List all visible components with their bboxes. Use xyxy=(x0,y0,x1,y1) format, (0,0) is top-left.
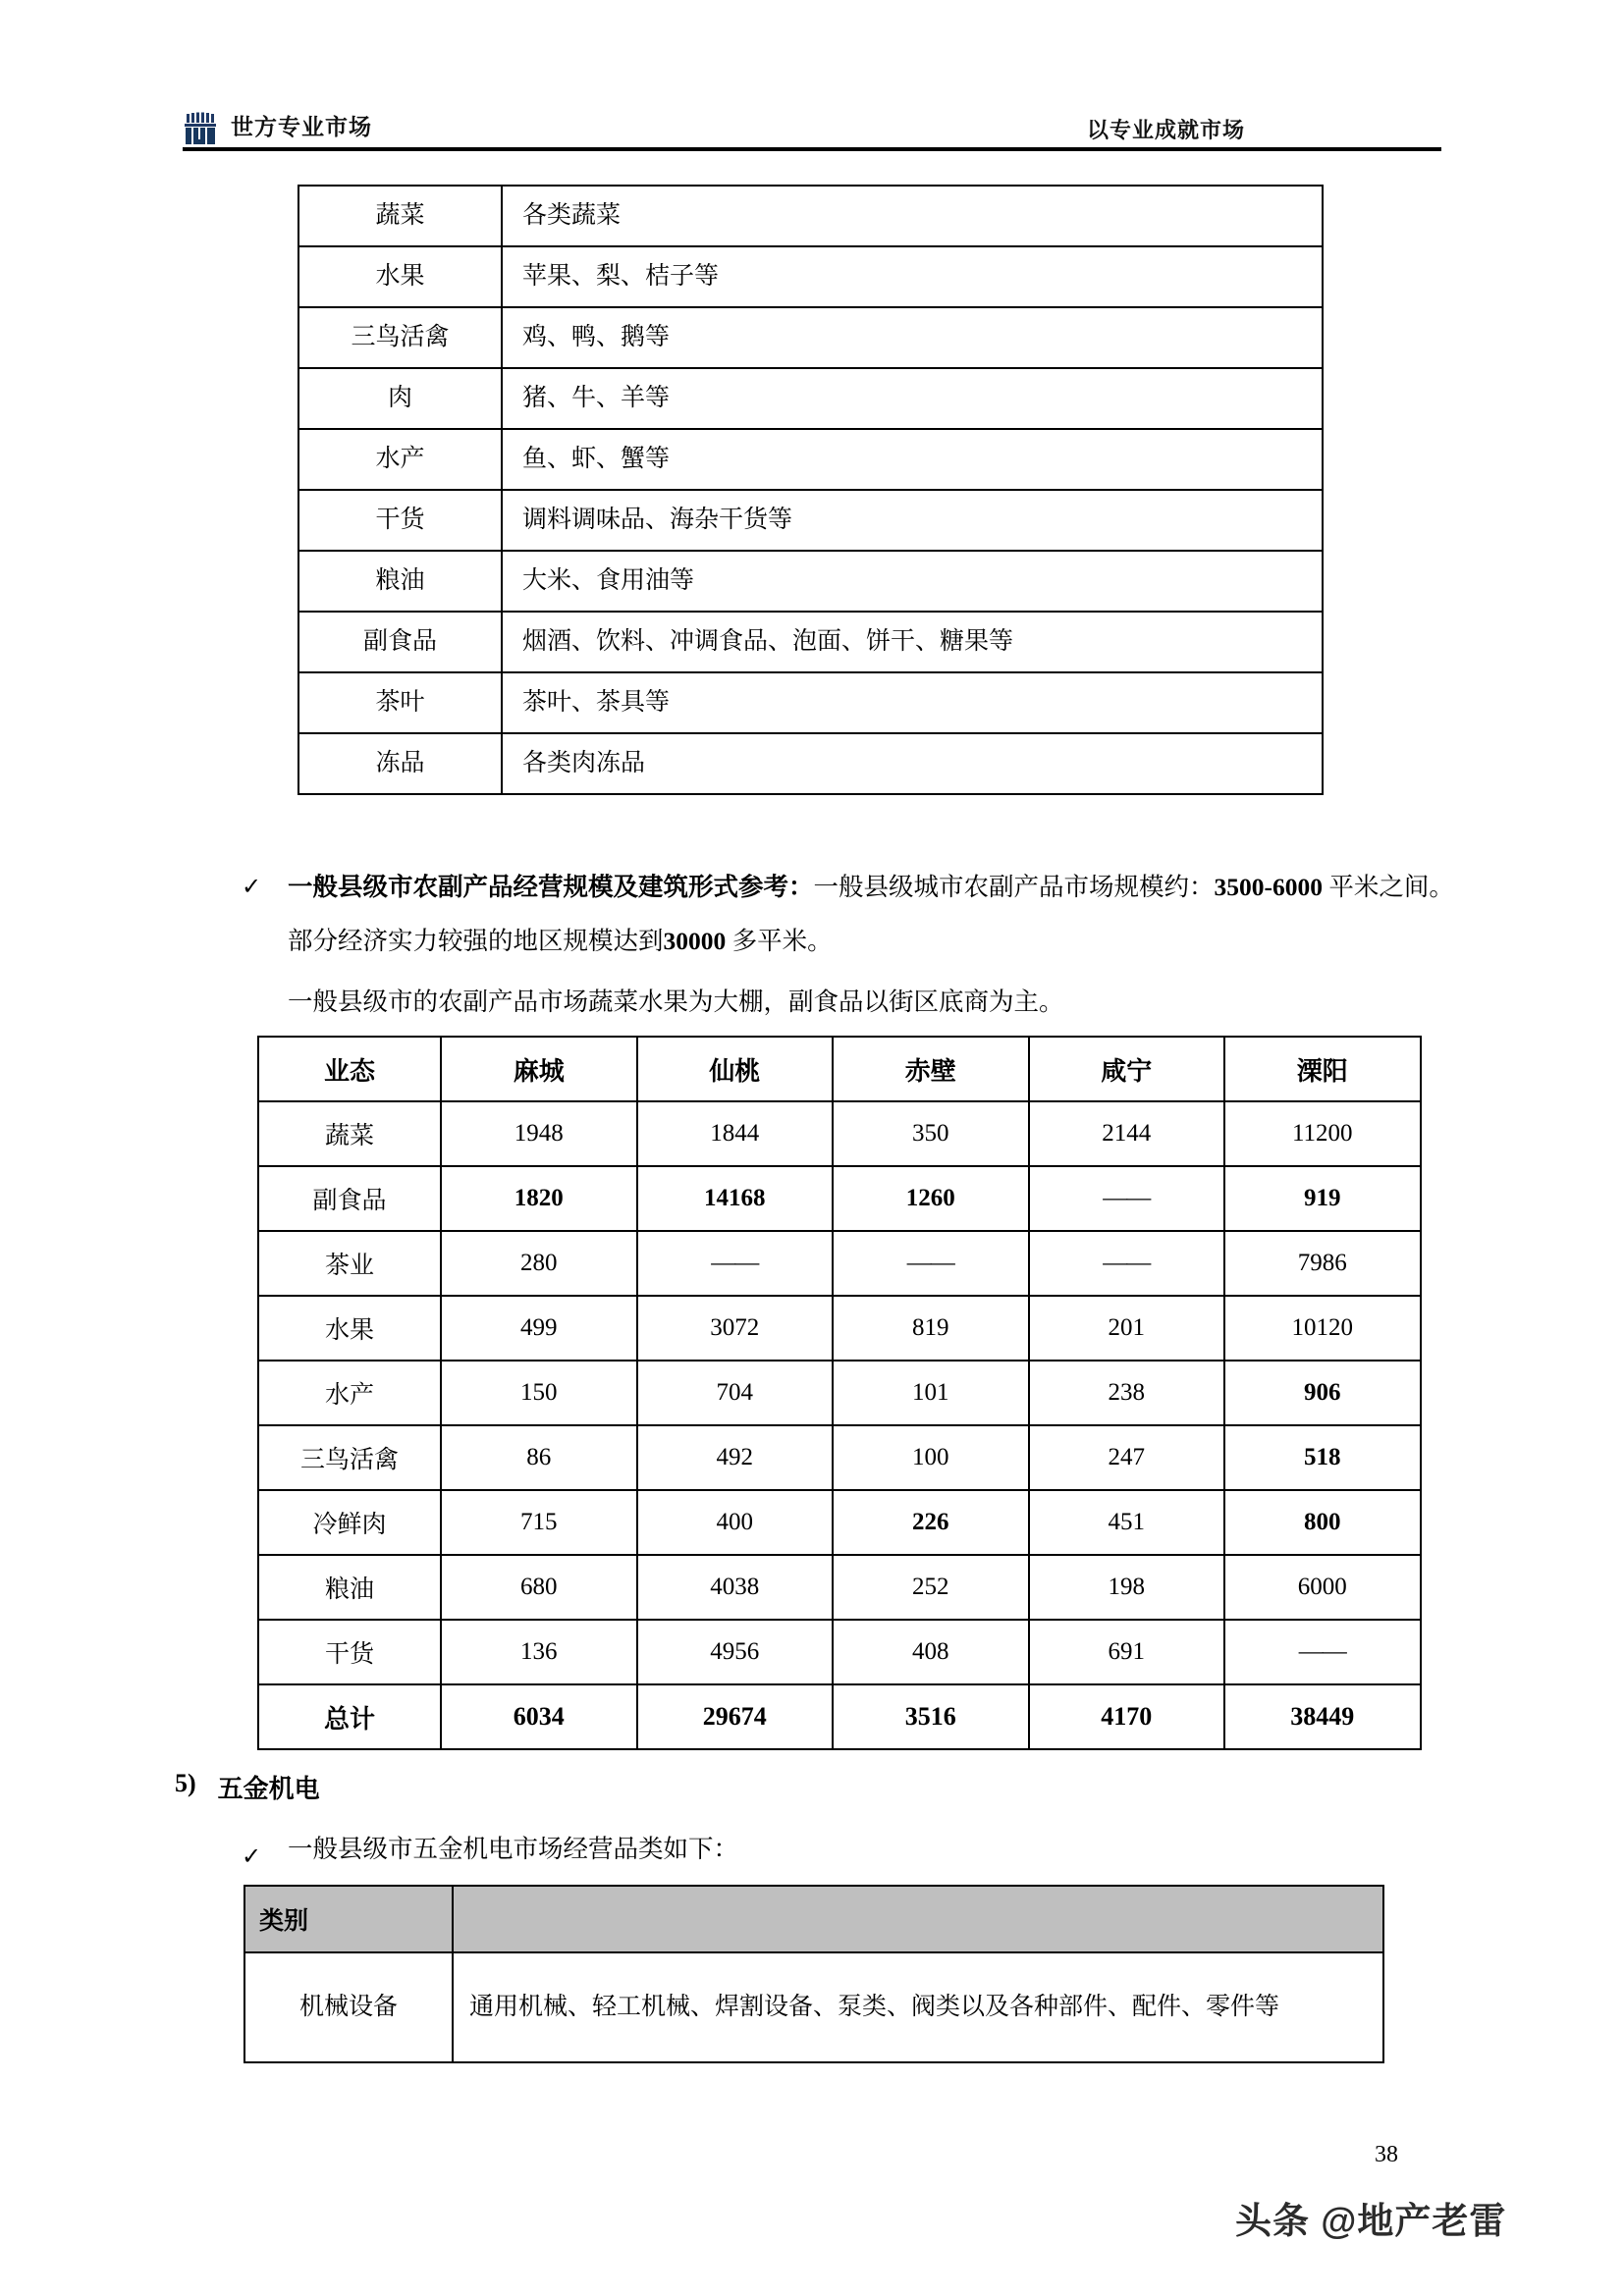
total-label-cell: 总计 xyxy=(258,1684,441,1749)
section-number: 5) xyxy=(175,1769,196,1797)
category-name-cell: 粮油 xyxy=(298,551,502,612)
category-name-cell: 蔬菜 xyxy=(298,186,502,246)
value-cell: 715 xyxy=(441,1490,637,1555)
category-name-cell: 冻品 xyxy=(298,733,502,794)
page-number: 38 xyxy=(1375,2142,1398,2167)
value-cell: 252 xyxy=(833,1555,1029,1620)
table-row xyxy=(298,612,1323,672)
table-row xyxy=(298,368,1323,429)
value-cell: 350 xyxy=(833,1101,1029,1166)
value-cell: —— xyxy=(1029,1231,1225,1296)
business-scale-table xyxy=(257,1036,1422,1750)
table-row xyxy=(258,1620,1421,1684)
hardware-key-cell: 机械设备 xyxy=(244,1952,453,2062)
table-row xyxy=(258,1490,1421,1555)
value-cell: 492 xyxy=(637,1425,834,1490)
scale-reference-body-c: 多平米。 xyxy=(726,927,833,955)
category-desc-cell: 茶叶、茶具等 xyxy=(502,672,1323,733)
hardware-header-value xyxy=(453,1886,1383,1952)
business-type-cell: 三鸟活禽 xyxy=(258,1425,441,1490)
section-title: 五金机电 xyxy=(217,1775,320,1803)
total-value-cell: 4170 xyxy=(1029,1684,1225,1749)
scale-reference-body-a: 一般县级城市农副产品市场规模约： xyxy=(813,873,1215,901)
value-cell: 1260 xyxy=(833,1166,1029,1231)
business-scale-table-body xyxy=(258,1037,1421,1749)
column-header: 赤壁 xyxy=(833,1037,1029,1101)
value-cell: 280 xyxy=(441,1231,637,1296)
scale-reference-max: 30000 xyxy=(663,927,727,955)
value-cell: 408 xyxy=(833,1620,1029,1684)
column-header: 咸宁 xyxy=(1029,1037,1225,1101)
category-table-body xyxy=(298,186,1323,794)
column-header: 业态 xyxy=(258,1037,441,1101)
check-icon: ✓ xyxy=(242,1842,262,1870)
category-name-cell: 三鸟活禽 xyxy=(298,307,502,368)
table-row xyxy=(298,246,1323,307)
sub-paragraph: 一般县级市的农副产品市场蔬菜水果为大棚，副食品以街区底商为主。 xyxy=(288,988,1064,1016)
table-row xyxy=(258,1425,1421,1490)
value-cell: 10120 xyxy=(1224,1296,1421,1361)
scale-reference-lead: 一般县级市农副产品经营规模及建筑形式参考： xyxy=(288,873,814,901)
table-row xyxy=(244,1952,1383,2062)
check-icon: ✓ xyxy=(242,873,262,900)
value-cell: 201 xyxy=(1029,1296,1225,1361)
total-value-cell: 3516 xyxy=(833,1684,1029,1749)
value-cell: 400 xyxy=(637,1490,834,1555)
value-cell: 2144 xyxy=(1029,1101,1225,1166)
header-slogan: 以专业成就市场 xyxy=(1086,118,1245,142)
value-cell: 1820 xyxy=(441,1166,637,1231)
table-row xyxy=(258,1101,1421,1166)
page-header xyxy=(183,94,1441,155)
value-cell: —— xyxy=(637,1231,834,1296)
value-cell: 150 xyxy=(441,1361,637,1425)
table-row xyxy=(298,307,1323,368)
hardware-intro-bullet xyxy=(242,1830,1322,1884)
table-row xyxy=(298,186,1323,246)
value-cell: 819 xyxy=(833,1296,1029,1361)
value-cell: 226 xyxy=(833,1490,1029,1555)
table-row xyxy=(258,1296,1421,1361)
value-cell: 14168 xyxy=(637,1166,834,1231)
scale-reference-text xyxy=(288,860,1459,968)
category-desc-cell: 各类肉冻品 xyxy=(502,733,1323,794)
category-name-cell: 水产 xyxy=(298,429,502,490)
category-name-cell: 干货 xyxy=(298,490,502,551)
table-row xyxy=(298,551,1323,612)
category-desc-cell: 猪、牛、羊等 xyxy=(502,368,1323,429)
total-value-cell: 29674 xyxy=(637,1684,834,1749)
value-cell: 518 xyxy=(1224,1425,1421,1490)
value-cell: 691 xyxy=(1029,1620,1225,1684)
total-value-cell: 6034 xyxy=(441,1684,637,1749)
scale-reference-range: 3500-6000 xyxy=(1214,873,1324,901)
category-desc-cell: 苹果、梨、桔子等 xyxy=(502,246,1323,307)
business-type-cell: 水产 xyxy=(258,1361,441,1425)
value-cell: 100 xyxy=(833,1425,1029,1490)
category-desc-cell: 鸡、鸭、鹅等 xyxy=(502,307,1323,368)
value-cell: 7986 xyxy=(1224,1231,1421,1296)
scale-reference-bullet xyxy=(242,860,1459,968)
hardware-header-key: 类别 xyxy=(244,1886,453,1952)
business-type-cell: 冷鲜肉 xyxy=(258,1490,441,1555)
value-cell: 499 xyxy=(441,1296,637,1361)
value-cell: 451 xyxy=(1029,1490,1225,1555)
value-cell: —— xyxy=(1224,1620,1421,1684)
value-cell: 680 xyxy=(441,1555,637,1620)
category-desc-cell: 鱼、虾、蟹等 xyxy=(502,429,1323,490)
value-cell: 11200 xyxy=(1224,1101,1421,1166)
table-row xyxy=(258,1166,1421,1231)
value-cell: 4038 xyxy=(637,1555,834,1620)
value-cell: 1948 xyxy=(441,1101,637,1166)
category-desc-cell: 调料调味品、海杂干货等 xyxy=(502,490,1323,551)
business-type-cell: 副食品 xyxy=(258,1166,441,1231)
value-cell: 238 xyxy=(1029,1361,1225,1425)
value-cell: —— xyxy=(1029,1166,1225,1231)
table-header-row xyxy=(258,1037,1421,1101)
value-cell: 906 xyxy=(1224,1361,1421,1425)
building-logo-icon xyxy=(183,108,224,147)
value-cell: 101 xyxy=(833,1361,1029,1425)
brand-name: 世方专业市场 xyxy=(231,113,372,139)
value-cell: 4956 xyxy=(637,1620,834,1684)
table-row xyxy=(258,1555,1421,1620)
value-cell: 919 xyxy=(1224,1166,1421,1231)
scale-reference-body-b: 平米之间。部分经济实力较强的地区规模达到 xyxy=(288,873,1454,955)
column-header: 麻城 xyxy=(441,1037,637,1101)
business-type-cell: 水果 xyxy=(258,1296,441,1361)
brand xyxy=(183,108,372,147)
category-table xyxy=(298,185,1324,795)
value-cell: 86 xyxy=(441,1425,637,1490)
watermark: 头条 @地产老雷 xyxy=(1235,2201,1507,2241)
column-header: 溧阳 xyxy=(1224,1037,1421,1101)
value-cell: 704 xyxy=(637,1361,834,1425)
value-cell: 6000 xyxy=(1224,1555,1421,1620)
table-row xyxy=(298,429,1323,490)
table-header-row xyxy=(244,1886,1383,1952)
value-cell: 247 xyxy=(1029,1425,1225,1490)
table-row xyxy=(298,672,1323,733)
category-name-cell: 肉 xyxy=(298,368,502,429)
table-total-row xyxy=(258,1684,1421,1749)
hardware-category-table-body xyxy=(244,1886,1383,2062)
table-row xyxy=(298,490,1323,551)
category-desc-cell: 各类蔬菜 xyxy=(502,186,1323,246)
table-row xyxy=(298,733,1323,794)
category-desc-cell: 烟酒、饮料、冲调食品、泡面、饼干、糖果等 xyxy=(502,612,1323,672)
business-type-cell: 粮油 xyxy=(258,1555,441,1620)
category-name-cell: 茶叶 xyxy=(298,672,502,733)
hardware-category-table xyxy=(244,1885,1384,2063)
column-header: 仙桃 xyxy=(637,1037,834,1101)
category-desc-cell: 大米、食用油等 xyxy=(502,551,1323,612)
table-row xyxy=(258,1361,1421,1425)
table-row xyxy=(258,1231,1421,1296)
category-name-cell: 副食品 xyxy=(298,612,502,672)
hardware-intro-text: 一般县级市五金机电市场经营品类如下： xyxy=(288,1835,739,1863)
value-cell: 1844 xyxy=(637,1101,834,1166)
total-value-cell: 38449 xyxy=(1224,1684,1421,1749)
header-divider xyxy=(183,147,1441,151)
value-cell: 136 xyxy=(441,1620,637,1684)
category-name-cell: 水果 xyxy=(298,246,502,307)
hardware-value-cell: 通用机械、轻工机械、焊割设备、泵类、阀类以及各种部件、配件、零件等 xyxy=(453,1952,1383,2062)
business-type-cell: 茶业 xyxy=(258,1231,441,1296)
business-type-cell: 干货 xyxy=(258,1620,441,1684)
value-cell: 800 xyxy=(1224,1490,1421,1555)
business-type-cell: 蔬菜 xyxy=(258,1101,441,1166)
value-cell: 3072 xyxy=(637,1296,834,1361)
value-cell: —— xyxy=(833,1231,1029,1296)
value-cell: 198 xyxy=(1029,1555,1225,1620)
section-heading-five xyxy=(175,1769,320,1805)
